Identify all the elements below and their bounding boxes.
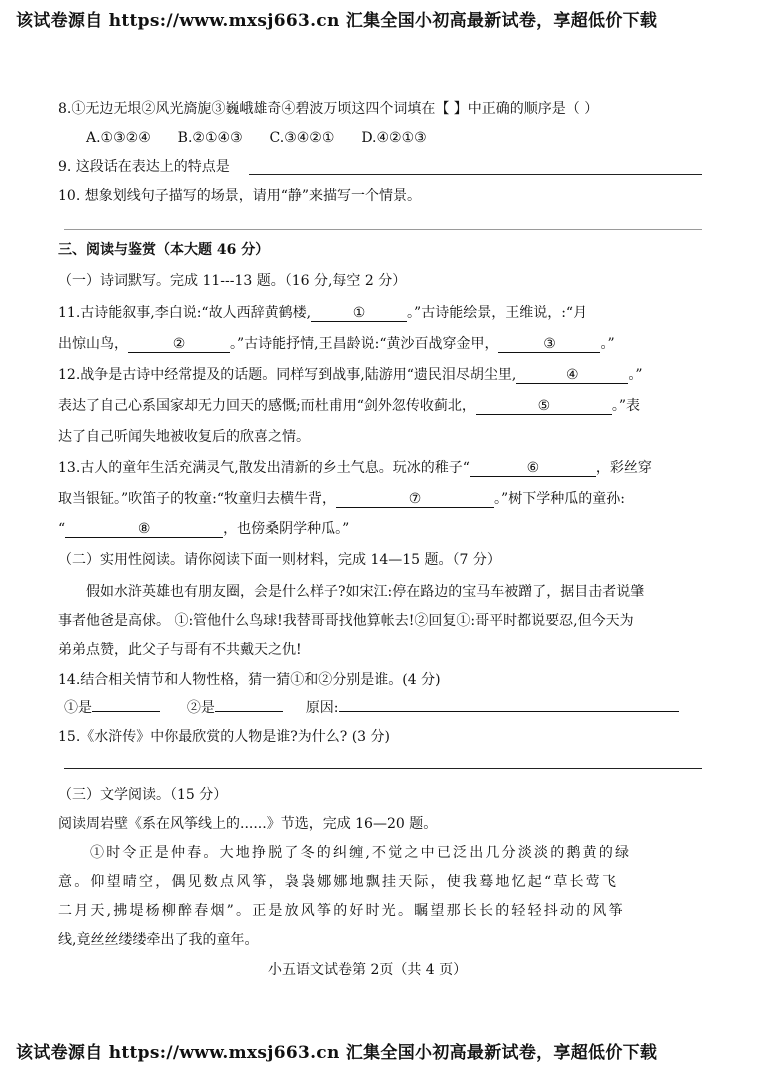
question-15-answer-line[interactable] bbox=[64, 768, 702, 769]
option-d[interactable]: D.④②①③ bbox=[361, 130, 427, 146]
passage-2-line-2: 事者他爸是高俅。 ①:管他什么鸟球!我替哥哥找他算帐去!②回复①:哥平时都说要忍,但今天为 bbox=[58, 613, 634, 629]
question-12-line-1: 12.战争是古诗中经常提及的话题。同样写到战事,陆游用“遗民泪尽胡尘里, ④ 。” bbox=[58, 367, 643, 383]
question-13-line-1: 13.古人的童年生活充满灵气,散发出清新的乡土气息。玩冰的稚子“ ⑥ ，彩丝穿 bbox=[58, 460, 652, 476]
passage-3-line-4: 线,竟丝丝缕缕牵出了我的童年。 bbox=[58, 932, 259, 948]
question-14-answers: ①是 ②是 原因: bbox=[64, 699, 679, 717]
reason-blank[interactable] bbox=[339, 711, 679, 712]
passage-3-line-3: 二月天,拂堤杨柳醉春烟”。正是放风筝的好时光。瞩望那长长的轻轻抖动的风筝 bbox=[58, 903, 625, 919]
question-9-text: 9. 这段话在表达上的特点是 bbox=[58, 159, 230, 175]
passage-2-line-3: 弟弟点赞，此父子与哥有不共戴天之仇! bbox=[58, 642, 302, 658]
option-c[interactable]: C.③④②① bbox=[269, 130, 335, 146]
blank-6[interactable]: ⑥ bbox=[470, 460, 596, 477]
option-b[interactable]: B.②①④③ bbox=[177, 130, 243, 146]
question-10-text: 10. 想象划线句子描写的场景，请用“静”来描写一个情景。 bbox=[58, 188, 422, 204]
blank-3[interactable]: ③ bbox=[498, 336, 600, 353]
question-12-line-2: 表达了自己心系国家却无力回天的感慨;而杜甫用“剑外忽传收蓟北， ⑤ 。”表 bbox=[58, 398, 641, 414]
blank-7[interactable]: ⑦ bbox=[336, 491, 494, 508]
answer-2-blank[interactable] bbox=[215, 711, 283, 712]
blank-4[interactable]: ④ bbox=[516, 367, 628, 384]
answer-1-blank[interactable] bbox=[92, 711, 160, 712]
question-8-stem: 8.①无边无垠②风光旖旎③巍峨雄奇④碧波万顷这四个词填在【 】中正确的顺序是（ ） bbox=[58, 101, 599, 117]
question-14-text: 14.结合相关情节和人物性格，猜一猜①和②分别是谁。(4 分) bbox=[58, 672, 441, 688]
question-15-text: 15.《水浒传》中你最欣赏的人物是谁?为什么? (3 分) bbox=[58, 729, 391, 745]
option-a[interactable]: A.①③②④ bbox=[86, 130, 151, 146]
question-12-line-3: 达了自己听闻失地被收复后的欣喜之情。 bbox=[58, 429, 310, 445]
part-2-heading: （二）实用性阅读。请你阅读下面一则材料，完成 14—15 题。（7 分） bbox=[58, 552, 501, 568]
source-watermark-top: 该试卷源自 https://www.mxsj663.cn 汇集全国小初高最新试卷，享超低价下载 bbox=[16, 11, 658, 31]
question-13-line-3: “ ⑧ ，也傍桑阴学种瓜。” bbox=[58, 521, 350, 537]
page-number-footer: 小五语文试卷第 2页（共 4 页） bbox=[268, 962, 468, 978]
part-3-intro: 阅读周岩壁《系在风筝线上的......》节选，完成 16—20 题。 bbox=[58, 816, 438, 832]
passage-3-line-1: ①时令正是仲春。大地挣脱了冬的纠缠,不觉之中已泛出几分淡淡的鹅黄的绿 bbox=[90, 845, 632, 861]
blank-2[interactable]: ② bbox=[128, 336, 230, 353]
question-11-line-2: 出惊山鸟， ② 。”古诗能抒情,王昌龄说:“黄沙百战穿金甲， ③ 。” bbox=[58, 336, 615, 352]
question-11-line-1: 11.古诗能叙事,李白说:“故人西辞黄鹤楼, ① 。”古诗能绘景，王维说，:“月 bbox=[58, 305, 588, 321]
passage-2-line-1: 假如水浒英雄也有朋友圈，会是什么样子?如宋江:停在路边的宝马车被蹭了，据目击者说肇 bbox=[86, 584, 645, 600]
source-watermark-bottom: 该试卷源自 https://www.mxsj663.cn 汇集全国小初高最新试卷，享超低价下载 bbox=[16, 1043, 658, 1063]
question-13-line-2: 取当银钲。”吹笛子的牧童:“牧童归去横牛背， ⑦ 。”树下学种瓜的童孙: bbox=[58, 491, 625, 507]
blank-1[interactable]: ① bbox=[311, 305, 407, 322]
part-3-heading: （三）文学阅读。（15 分） bbox=[58, 787, 228, 803]
question-9-answer-line[interactable] bbox=[249, 174, 702, 175]
question-8-options bbox=[86, 129, 427, 147]
question-10-answer-line[interactable] bbox=[64, 229, 702, 230]
part-1-heading: （一）诗词默写。完成 11---13 题。（16 分,每空 2 分） bbox=[58, 273, 407, 289]
blank-8[interactable]: ⑧ bbox=[65, 521, 223, 538]
blank-5[interactable]: ⑤ bbox=[476, 398, 612, 415]
passage-3-line-2: 意。仰望晴空，偶见数点风筝，袅袅娜娜地飘挂天际，使我蓦地忆起“草长莺飞 bbox=[58, 874, 619, 890]
section-3-title: 三、阅读与鉴赏（本大题 46 分） bbox=[58, 242, 270, 258]
